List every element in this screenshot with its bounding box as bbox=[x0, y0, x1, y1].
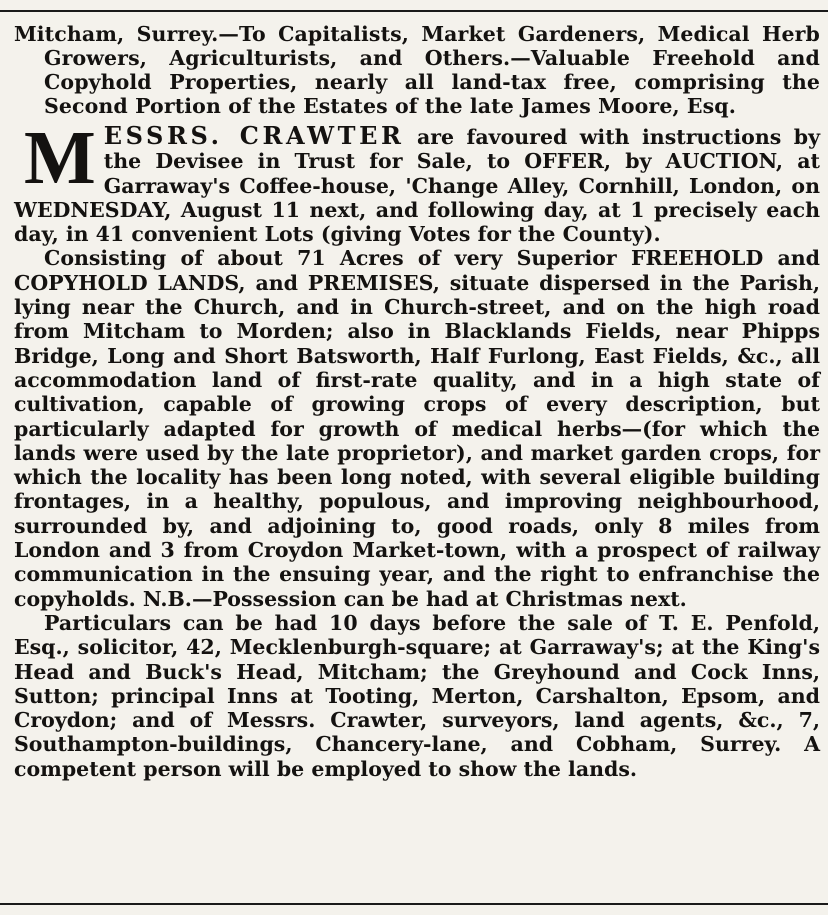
bottom-column-rule bbox=[0, 903, 828, 905]
top-column-rule bbox=[0, 10, 828, 12]
lead-paragraph-text: are favoured with instructions by the Devisee in Trust for Sale, to OFFER, by AUCTION, at Garraway's Coffee-house, 'Change Alley, Cornhill, London, on WEDNESDAY, August 11 next, and following day, at 1 precisely each day, in 41 convenient Lots (giving Votes for the County). bbox=[14, 125, 820, 247]
auctioneer-name: ESSRS. CRAWTER bbox=[103, 121, 405, 150]
lead-paragraph bbox=[14, 116, 820, 247]
advertisement-headline: Mitcham, Surrey.—To Capitalists, Market Gardeners, Medical Herb Growers, Agriculturists, and Others.—Valuable Freehold and Copyhold Properties, nearly all land-tax free, comprising the Second Portion of the Estates of the late James Moore, Esq. bbox=[14, 22, 820, 118]
particulars-paragraph: Particulars can be had 10 days before the sale of T. E. Penfold, Esq., solicitor, 42, Mecklenburgh-square; at Garraway's; at the King's Head and Buck's Head, Mitcham; the Greyhound and Cock Inns, Sutton; principal Inns at Tooting, Merton, Carshalton, Epsom, and Croydon; and of Messrs. Crawter, surveyors, land agents, &c., 7, Southampton-buildings, Chancery-lane, and Cobham, Surrey. A competent person will be employed to show the lands. bbox=[14, 610, 820, 781]
auction-advertisement bbox=[14, 22, 820, 781]
property-description-paragraph: Consisting of about 71 Acres of very Superior FREEHOLD and COPYHOLD LANDS, and PREMISES, situate dispersed in the Parish, lying near the Church, and in Church-street, and on the high road from Mitcham to Morden; also in Blacklands Fields, near Phipps Bridge, Long and Short Batsworth, Half Furlong, East Fields, &c., all accommodation land of first-rate quality, and in a high state of cultivation, capable of growing crops of every description, but particularly adapted for growth of medical herbs—(for which the lands were used by the late proprietor), and market garden crops, for which the locality has been long noted, with several eligible building frontages, in a healthy, populous, and improving neighbourhood, surrounded by, and adjoining to, good roads, only 8 miles from London and 3 from Croydon Market-town, with a prospect of railway communication in the ensuing year, and the right to enfranchise the copyholds. N.B.—Possession can be had at Christmas next. bbox=[14, 246, 820, 611]
drop-cap-letter: M bbox=[24, 116, 96, 200]
